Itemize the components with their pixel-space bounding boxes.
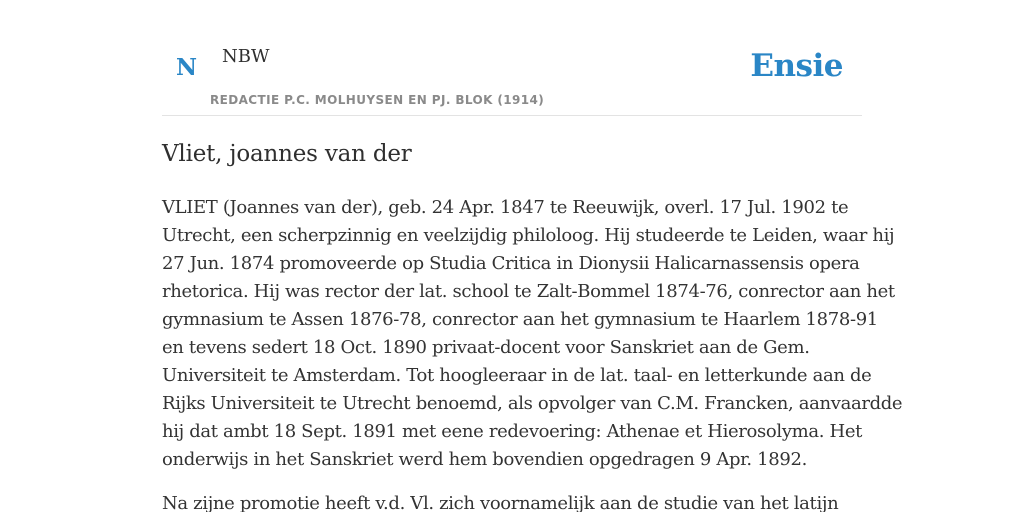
source-header: [162, 30, 862, 116]
article: [162, 138, 903, 512]
paragraph-line: rhetorica. Hij was rector der lat. school te Zalt-Bommel 1874-76, conrector aan het: [162, 281, 895, 302]
paragraph-line: Rijks Universiteit te Utrecht benoemd, als opvolger van C.M. Francken, aanvaardde: [162, 393, 903, 414]
article-paragraph-1: [162, 194, 903, 474]
paragraph-line: Universiteit te Amsterdam. Tot hoogleeraar in de lat. taal- en letterkunde aan de: [162, 365, 872, 386]
paragraph-line: 27 Jun. 1874 promoveerde op Studia Critica in Dionysii Halicarnassensis opera: [162, 253, 860, 274]
brand-logo[interactable]: Ensie: [750, 48, 843, 84]
source-editor: REDACTIE P.C. MOLHUYSEN EN PJ. BLOK (1914): [210, 93, 545, 107]
paragraph-line: Utrecht, een scherpzinnig en veelzijdig philoloog. Hij studeerde te Leiden, waar hij: [162, 225, 895, 246]
paragraph-line: VLIET (Joannes van der), geb. 24 Apr. 1847 te Reeuwijk, overl. 17 Jul. 1902 te: [162, 197, 849, 218]
paragraph-line: Na zijne promotie heeft v.d. Vl. zich voornamelijk aan de studie van het latijn: [162, 493, 839, 512]
paragraph-line: hij dat ambt 18 Sept. 1891 met eene redevoering: Athenae et Hierosolyma. Het: [162, 421, 863, 442]
article-paragraph-2: [162, 490, 862, 512]
paragraph-line: onderwijs in het Sanskriet werd hem bovendien opgedragen 9 Apr. 1892.: [162, 449, 807, 470]
paragraph-line: gymnasium te Assen 1876-78, conrector aan het gymnasium te Haarlem 1878-91: [162, 309, 878, 330]
source-name[interactable]: NBW: [222, 46, 270, 67]
paragraph-line: en tevens sedert 18 Oct. 1890 privaat-docent voor Sanskriet aan de Gem.: [162, 337, 810, 358]
source-logo-icon[interactable]: N: [176, 54, 198, 81]
article-title: Vliet, joannes van der: [162, 141, 412, 167]
